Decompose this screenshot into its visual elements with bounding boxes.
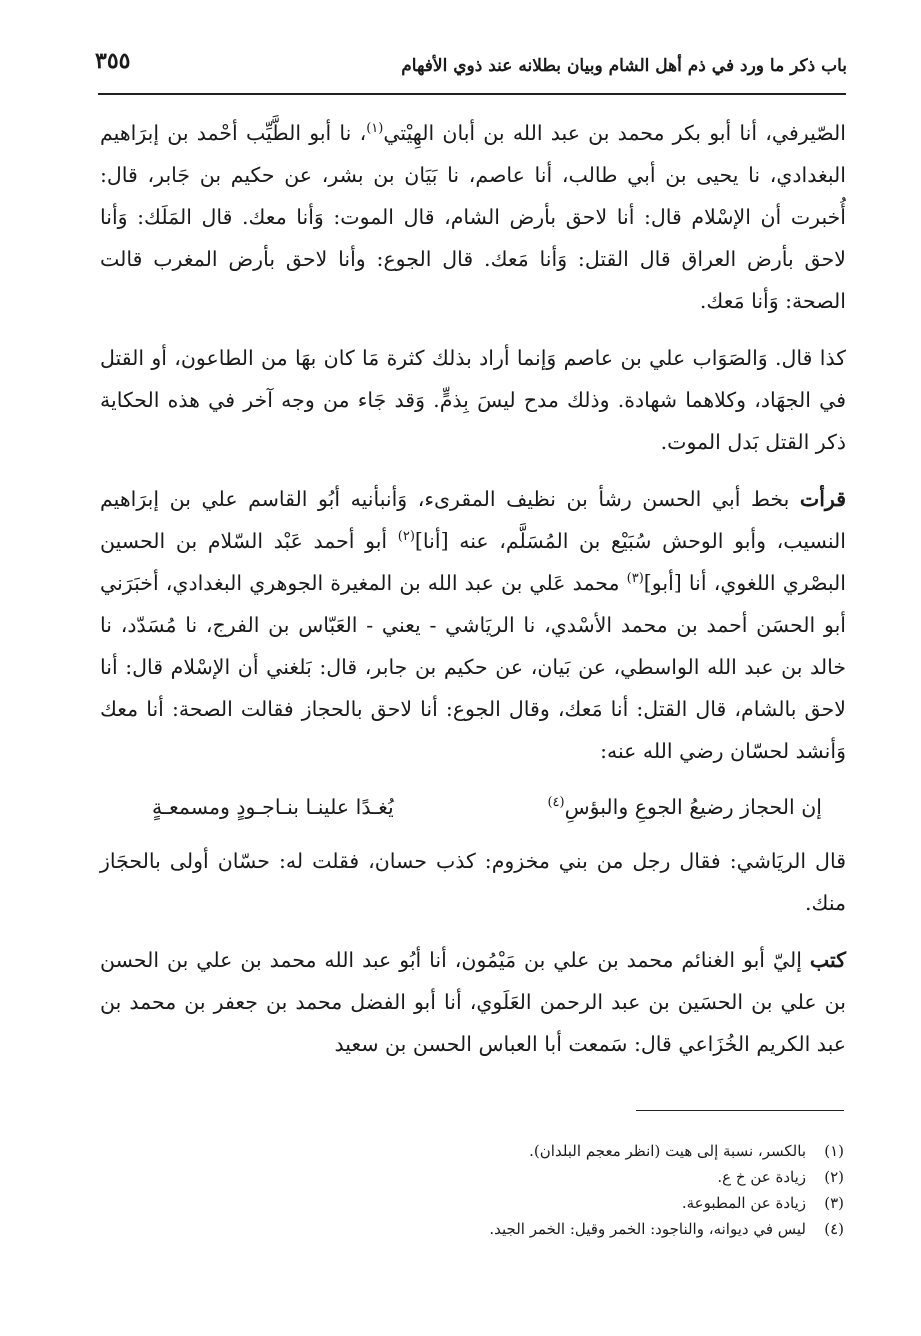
paragraph-text: ، نا أبو الطَّيِّب أحْمد بن إبرَاهيم البغدادي، نا يحيى بن أبي طالب، أنا عاصم، نا بَيَان بن بشر، عن حكيم بن جَابر، قال: أُخبرت أن الإسْلام قال: أنا لاحق بأرض الشام، قال الموت: وَأنا معك. قال المَلَك: وَأنا لاحق بأرض العراق قال القتل: وَأنا مَعك. قال الجوع: وأنا لاحق بأرض المغرب قالت الصحة: وَأنا مَعك. — [100, 121, 846, 313]
footnote-marker: (١) — [366, 121, 384, 137]
paragraph-lead-word: قرأت — [799, 487, 846, 511]
footnote-text: زيادة عن المطبوعة. — [681, 1194, 806, 1212]
paragraph-text: الصّيرفي، أنا أبو بكر محمد بن عبد الله بن أبان الهِيْتي — [383, 121, 846, 145]
paragraph-lead-word: كتب — [809, 948, 846, 972]
page-header — [95, 38, 847, 88]
paragraph-1 — [100, 112, 846, 322]
paragraph-3 — [100, 478, 846, 772]
footnote-3 — [300, 1190, 844, 1216]
footnote-text: بالكسر، نسبة إلى هيت (انظر معجم البلدان). — [529, 1142, 806, 1160]
verse-first-hemistich — [547, 786, 822, 828]
footnote-divider — [636, 1110, 844, 1111]
main-text — [100, 112, 846, 1065]
footnote-marker: (٣) — [626, 571, 644, 587]
footnote-text: ليس في ديوانه، والناجود: الخمر وقيل: الخمر الجيد. — [489, 1220, 806, 1238]
footnote-1 — [300, 1138, 844, 1164]
footnote-number: (٢) — [824, 1168, 844, 1186]
page-number: ٣٥٥ — [95, 48, 131, 74]
hemistich-text: إن الحجاز رضيعُ الجوعِ والبؤسِ — [564, 795, 822, 819]
paragraph-text: بخط أبي الحسن رشأ بن نظيف المقرىء، وَأنبأنيه أبُو القاسم علي بن إبرَاهيم النسيب، وأبو الوحش سُبَيْع بن المُسَلَّم، عنه [أنا] — [100, 487, 846, 553]
paragraph-text: محمد عَلي بن عبد الله بن المغيرة الجوهري البغدادي، أخبَرَني أبو الحسَن أحمد بن محمد الأسْدي، نا الريَاشي - يعني - العَبّاس بن الفرج، نا مُسَدّد، نا خالد بن عبد الله الواسطي، عن بَيان، عن حكيم بن جابر، قال: بَلغني أن الإسْلام قال: أنا لاحق بالشام، قال القتل: أنا مَعك، وقال الجوع: أنا لاحق بالحجاز فقالت الصحة: أنا معك وَأنشد لحسّان رضي الله عنه: — [100, 571, 846, 763]
paragraph-text: إليّ أبو الغنائم محمد بن علي بن مَيْمُون، أنا أبُو عبد الله محمد بن علي بن الحسن بن علي بن الحسَين بن عبد الرحمن العَلَوي، أنا أبو الفضل محمد بن جعفر بن محمد بن عبد الكريم الخُزَاعي قال: سَمعت أبا العباس الحسن بن سعيد — [100, 948, 846, 1056]
paragraph-4 — [100, 840, 846, 924]
footnote-text: زيادة عن خ ع. — [717, 1168, 806, 1186]
running-title: باب ذكر ما ورد في ذم أهل الشام وبيان بطلانه عند ذوي الأفهام — [401, 56, 847, 76]
header-divider — [98, 93, 846, 95]
paragraph-text: أبو أحمد عَبْد السّلام بن الحسين البصْري اللغوي، أنا [أبو] — [100, 529, 846, 595]
footnote-number: (٣) — [824, 1194, 844, 1212]
footnote-4 — [300, 1216, 844, 1242]
paragraph-5 — [100, 939, 846, 1065]
footnote-number: (١) — [824, 1142, 844, 1160]
footnote-2 — [300, 1164, 844, 1190]
paragraph-text: كذا قال. وَالصَوَاب علي بن عاصم وَإنما أراد بذلك كثرة مَا كان بهَا من الطاعون، أو القتل في الجهَاد، وكلاهما شهادة. وذلك مدح ليسَ بِذمٍّ. وَقد جَاء من وجه آخر في هذه الحكاية ذكر القتل بَدل الموت. — [100, 346, 846, 454]
footnote-number: (٤) — [824, 1220, 844, 1238]
footnote-marker: (٢) — [397, 529, 415, 545]
verse-second-hemistich: يُغـدًا علينـا بنـاجـودٍ ومسمعـةٍ — [152, 795, 394, 819]
footnotes — [300, 1138, 844, 1242]
footnote-marker: (٤) — [547, 795, 565, 811]
poetry-verse — [100, 772, 846, 840]
paragraph-2 — [100, 337, 846, 463]
paragraph-text: قال الريَاشي: فقال رجل من بني مخزوم: كذب حسان، فقلت له: حسّان أولى بالحجَاز منك. — [100, 849, 846, 915]
